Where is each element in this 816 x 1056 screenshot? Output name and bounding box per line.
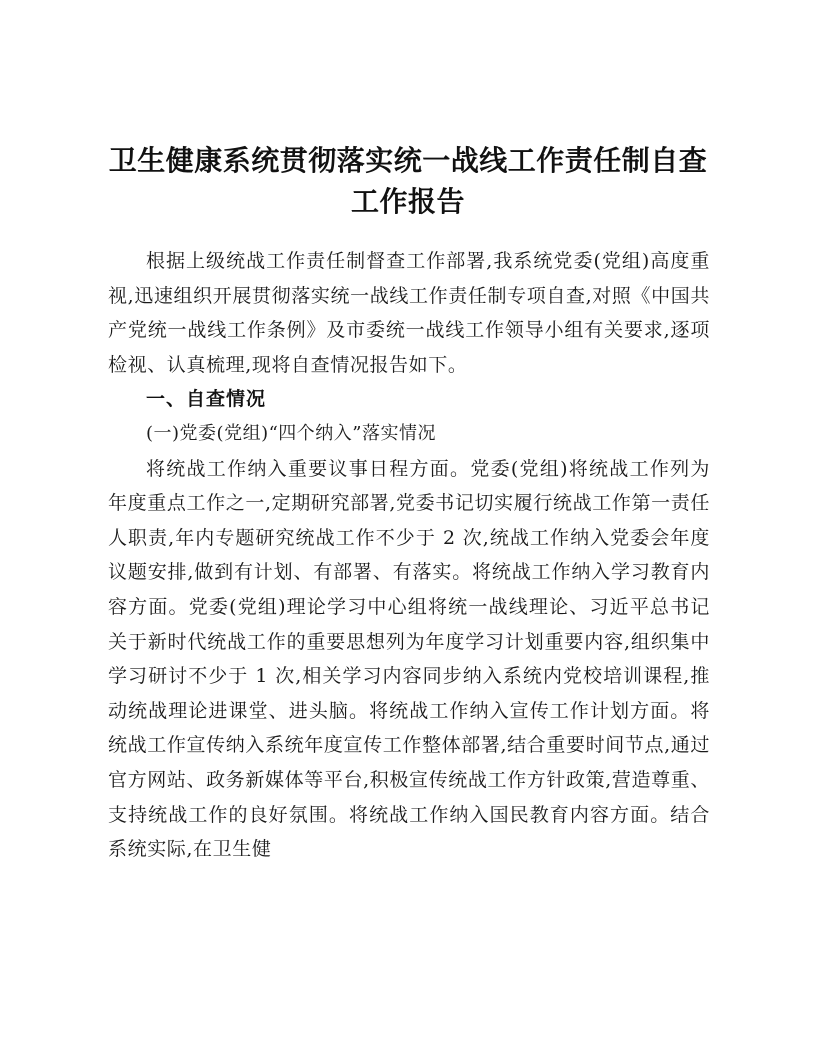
intro-paragraph: 根据上级统战工作责任制督查工作部署,我系统党委(党组)高度重视,迅速组织开展贯彻落实统一战线工作责任制专项自查,对照《中国共产党统一战线工作条例》及市委统一战线工作领导小组有关要求,逐项检视、认真梳理,现将自查情况报告如下。 [108, 250, 710, 376]
section-heading-self-inspection: 一、自查情况 [146, 388, 267, 411]
document-body [108, 244, 710, 867]
document-title: 卫生健康系统贯彻落实统一战线工作责任制自查工作报告 [108, 144, 708, 218]
subsection-heading-four-inclusions: (一)党委(党组)“四个纳入”落实情况 [146, 422, 436, 444]
body-paragraph: 将统战工作纳入重要议事日程方面。党委(党组)将统战工作列为年度重点工作之一,定期研究部署,党委书记切实履行统战工作第一责任人职责,年内专题研究统战工作不少于 2 次,统战工作纳入党委会年度议题安排,做到有计划、有部署、有落实。将统战工作纳入学习教育内容方面。党委(党组)理论学习中心组将统一战线理论、习近平总书记关于新时代统战工作的重要思想列为年度学习计划重要内容,组织集中学习研讨不少于 1 次,相关学习内容同步纳入系统内党校培训课程,推动统战理论进课堂、进头脑。将统战工作纳入宣传工作计划方面。将统战工作宣传纳入系统年度宣传工作整体部署,结合重要时间节点,通过官方网站、政务新媒体等平台,积极宣传统战工作方针政策,营造尊重、支持统战工作的良好氛围。将统战工作纳入国民教育内容方面。结合系统实际,在卫生健 [108, 457, 710, 861]
